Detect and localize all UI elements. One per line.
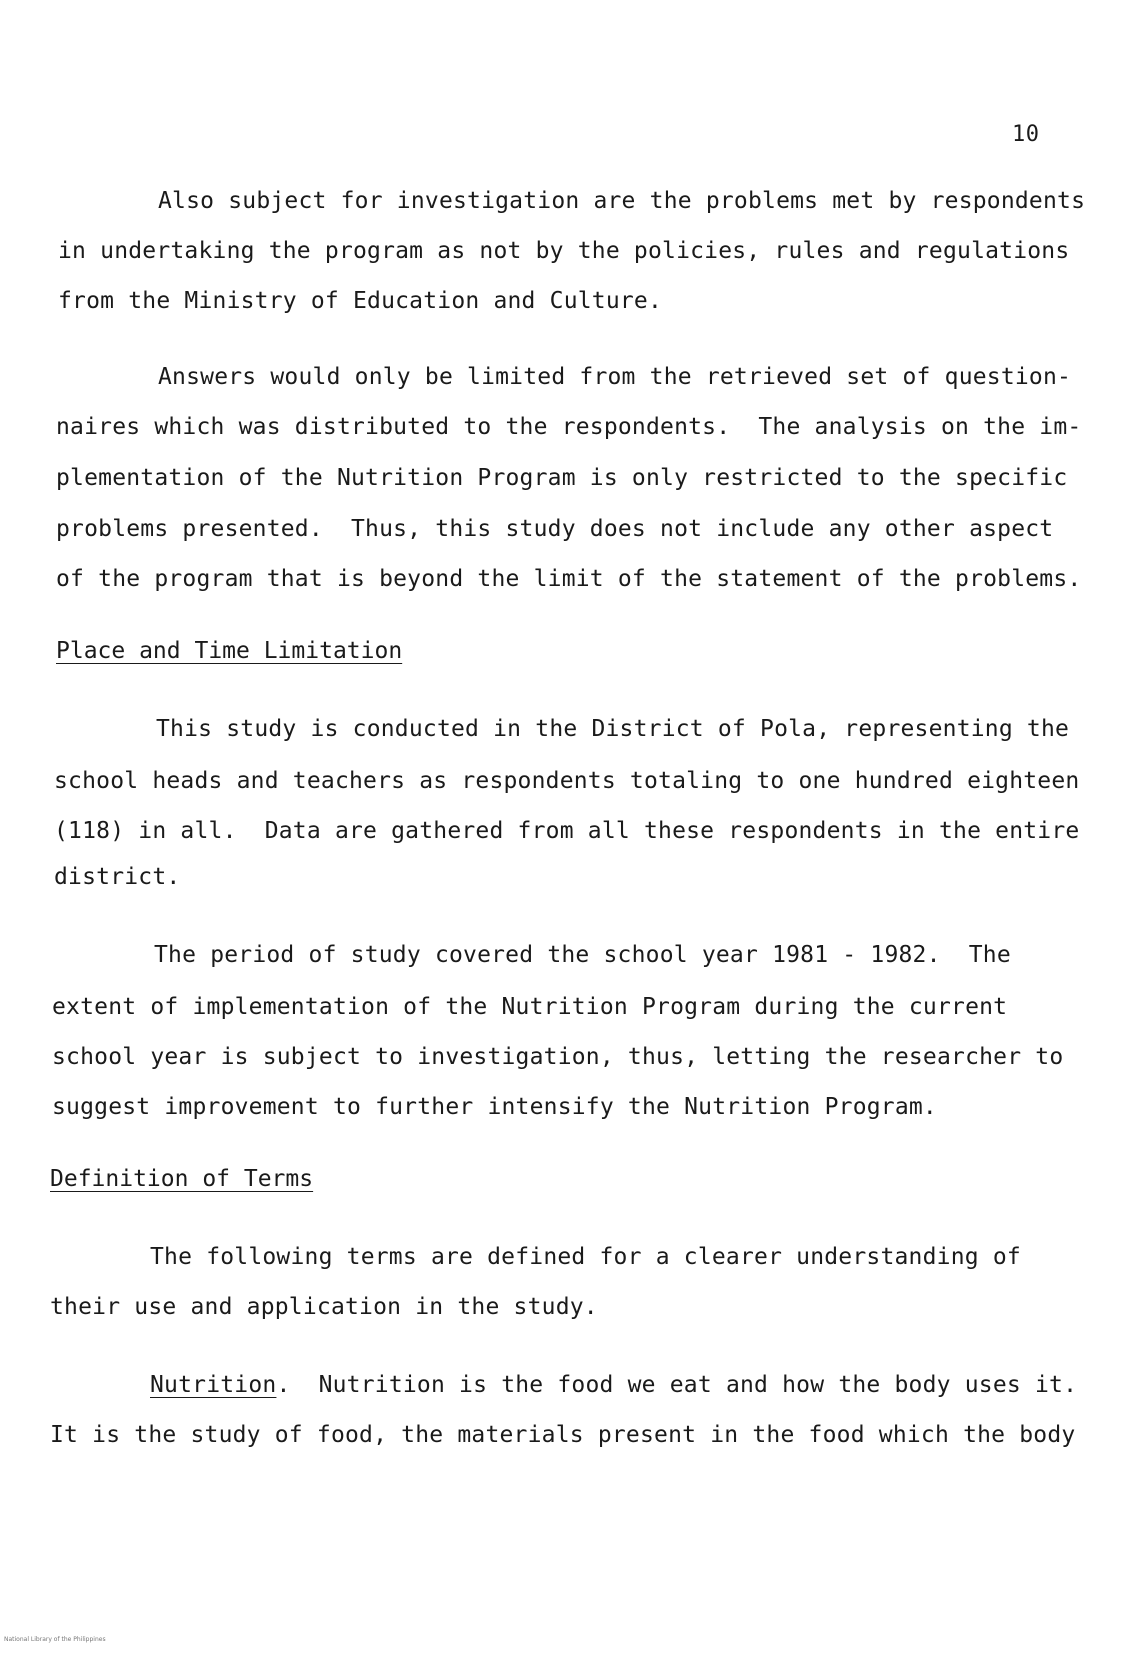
paragraph-line: school year is subject to investigation, thus, letting the researcher to <box>52 1044 1064 1070</box>
paragraph-line: school heads and teachers as respondents totaling to one hundred eighteen <box>54 768 1080 794</box>
paragraph-line: (118) in all. Data are gathered from all these respondents in the entire <box>54 818 1080 844</box>
page-number: 10 <box>1012 122 1040 147</box>
paragraph-line: in undertaking the program as not by the policies, rules and regulations <box>58 238 1070 264</box>
paragraph-line: problems presented. Thus, this study does not include any other aspect <box>56 516 1054 542</box>
paragraph-line-term <box>150 1372 1077 1398</box>
paragraph-line: of the program that is beyond the limit of the statement of the problems. <box>56 566 1082 592</box>
paragraph-line: plementation of the Nutrition Program is only restricted to the specific <box>56 465 1068 491</box>
defined-term: Nutrition <box>150 1372 277 1398</box>
paragraph-line: Answers would only be limited from the retrieved set of question- <box>158 364 1072 390</box>
paragraph-line: suggest improvement to further intensify the Nutrition Program. <box>52 1094 937 1120</box>
section-heading-place-time: Place and Time Limitation <box>56 638 403 664</box>
paragraph-line: It is the study of food, the materials present in the food which the body <box>50 1422 1076 1448</box>
footer-watermark: National Library of the Philippines <box>4 1636 106 1643</box>
paragraph-line: from the Ministry of Education and Culture. <box>58 288 663 314</box>
paragraph-line: their use and application in the study. <box>50 1294 598 1320</box>
paragraph-line: naires which was distributed to the respondents. The analysis on the im- <box>56 414 1082 440</box>
section-heading-definition: Definition of Terms <box>50 1166 314 1192</box>
paragraph-line: The following terms are defined for a clearer understanding of <box>150 1244 1021 1270</box>
paragraph-line: Also subject for investigation are the problems met by respondents <box>158 188 1086 214</box>
paragraph-line: The period of study covered the school year 1981 - 1982. The <box>154 942 1011 968</box>
paragraph-line: extent of implementation of the Nutrition Program during the current <box>52 994 1008 1020</box>
paragraph-line: district. <box>54 864 181 890</box>
term-definition-start: . Nutrition is the food we eat and how the body uses it. <box>276 1372 1078 1398</box>
paragraph-line: This study is conducted in the District of Pola, representing the <box>156 716 1070 742</box>
